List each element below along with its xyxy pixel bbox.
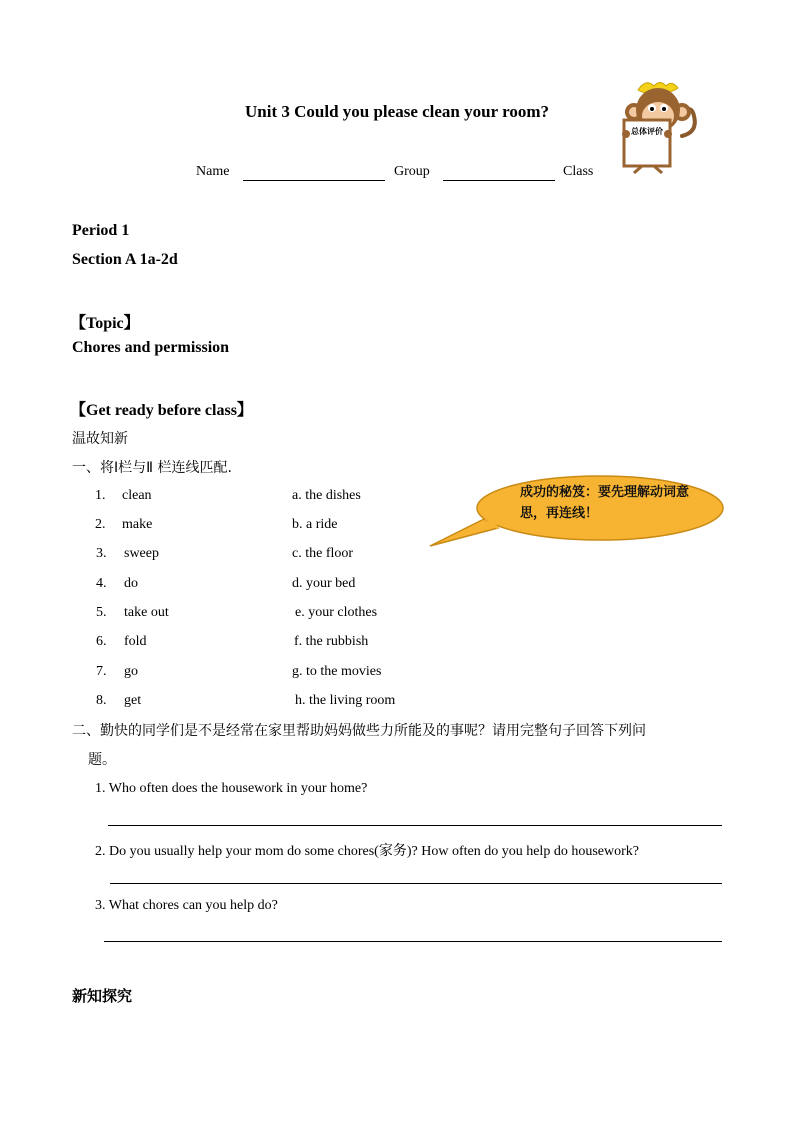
item-verb: go	[124, 664, 138, 679]
question-1: 1. Who often does the housework in your home?	[95, 781, 368, 796]
part2-instruction: 二、勤快的同学们是不是经常在家里帮助妈妈做些力所能及的事呢？请用完整句子回答下列问	[72, 723, 646, 739]
item-number: 3.	[96, 546, 107, 561]
item-verb: get	[124, 693, 142, 708]
item-number: 7.	[96, 664, 107, 679]
answer-line-2[interactable]	[110, 883, 722, 884]
part2-instruction-cont: 题。	[88, 752, 116, 768]
item-number: 2.	[95, 517, 106, 532]
item-number: 5.	[96, 605, 107, 620]
get-ready-heading: 【Get ready before class】	[70, 402, 253, 419]
tip-bubble-text: 成功的秘笈：要先理解动词意思，再连线！	[520, 485, 690, 521]
answer-line-3[interactable]	[104, 941, 722, 942]
group-field[interactable]	[443, 180, 555, 181]
item-object: f. the rubbish	[294, 634, 369, 649]
page-title: Unit 3 Could you please clean your room?	[245, 102, 549, 121]
item-verb: make	[122, 517, 153, 532]
section-heading: Section A 1a-2d	[72, 251, 178, 268]
tip-bubble	[428, 470, 728, 550]
item-number: 6.	[96, 634, 107, 649]
topic-text: Chores and permission	[72, 339, 230, 356]
item-object: b. a ride	[292, 517, 338, 532]
period-heading: Period 1	[72, 222, 130, 239]
monkey-evaluation-badge	[612, 76, 702, 174]
item-number: 8.	[96, 693, 107, 708]
badge-label: 总体评价	[631, 127, 663, 136]
item-verb: do	[124, 576, 138, 591]
item-object: a. the dishes	[292, 488, 361, 503]
part1-instruction: 一、将Ⅰ栏与Ⅱ 栏连线匹配.	[72, 460, 232, 476]
class-label: Class	[563, 164, 594, 179]
question-2: 2. Do you usually help your mom do some chores(家务)? How often do you help do housework?	[95, 844, 639, 859]
item-number: 1.	[95, 488, 106, 503]
monkey-icon	[612, 76, 702, 174]
item-verb: take out	[124, 605, 169, 620]
item-object: d. your bed	[292, 576, 356, 591]
answer-line-1[interactable]	[108, 825, 722, 826]
topic-heading: 【Topic】	[70, 315, 140, 332]
item-verb: clean	[122, 488, 152, 503]
item-object: g. to the movies	[292, 664, 382, 679]
item-object: c. the floor	[292, 546, 354, 561]
item-number: 4.	[96, 576, 107, 591]
item-verb: fold	[124, 634, 147, 649]
name-field[interactable]	[243, 180, 385, 181]
name-label: Name	[196, 164, 230, 179]
item-object: h. the living room	[295, 693, 396, 708]
item-verb: sweep	[124, 546, 159, 561]
question-3: 3. What chores can you help do?	[95, 898, 278, 913]
review-label: 温故知新	[72, 431, 128, 447]
item-object: e. your clothes	[295, 605, 378, 620]
group-label: Group	[394, 164, 430, 179]
new-knowledge-heading: 新知探究	[72, 987, 133, 1005]
